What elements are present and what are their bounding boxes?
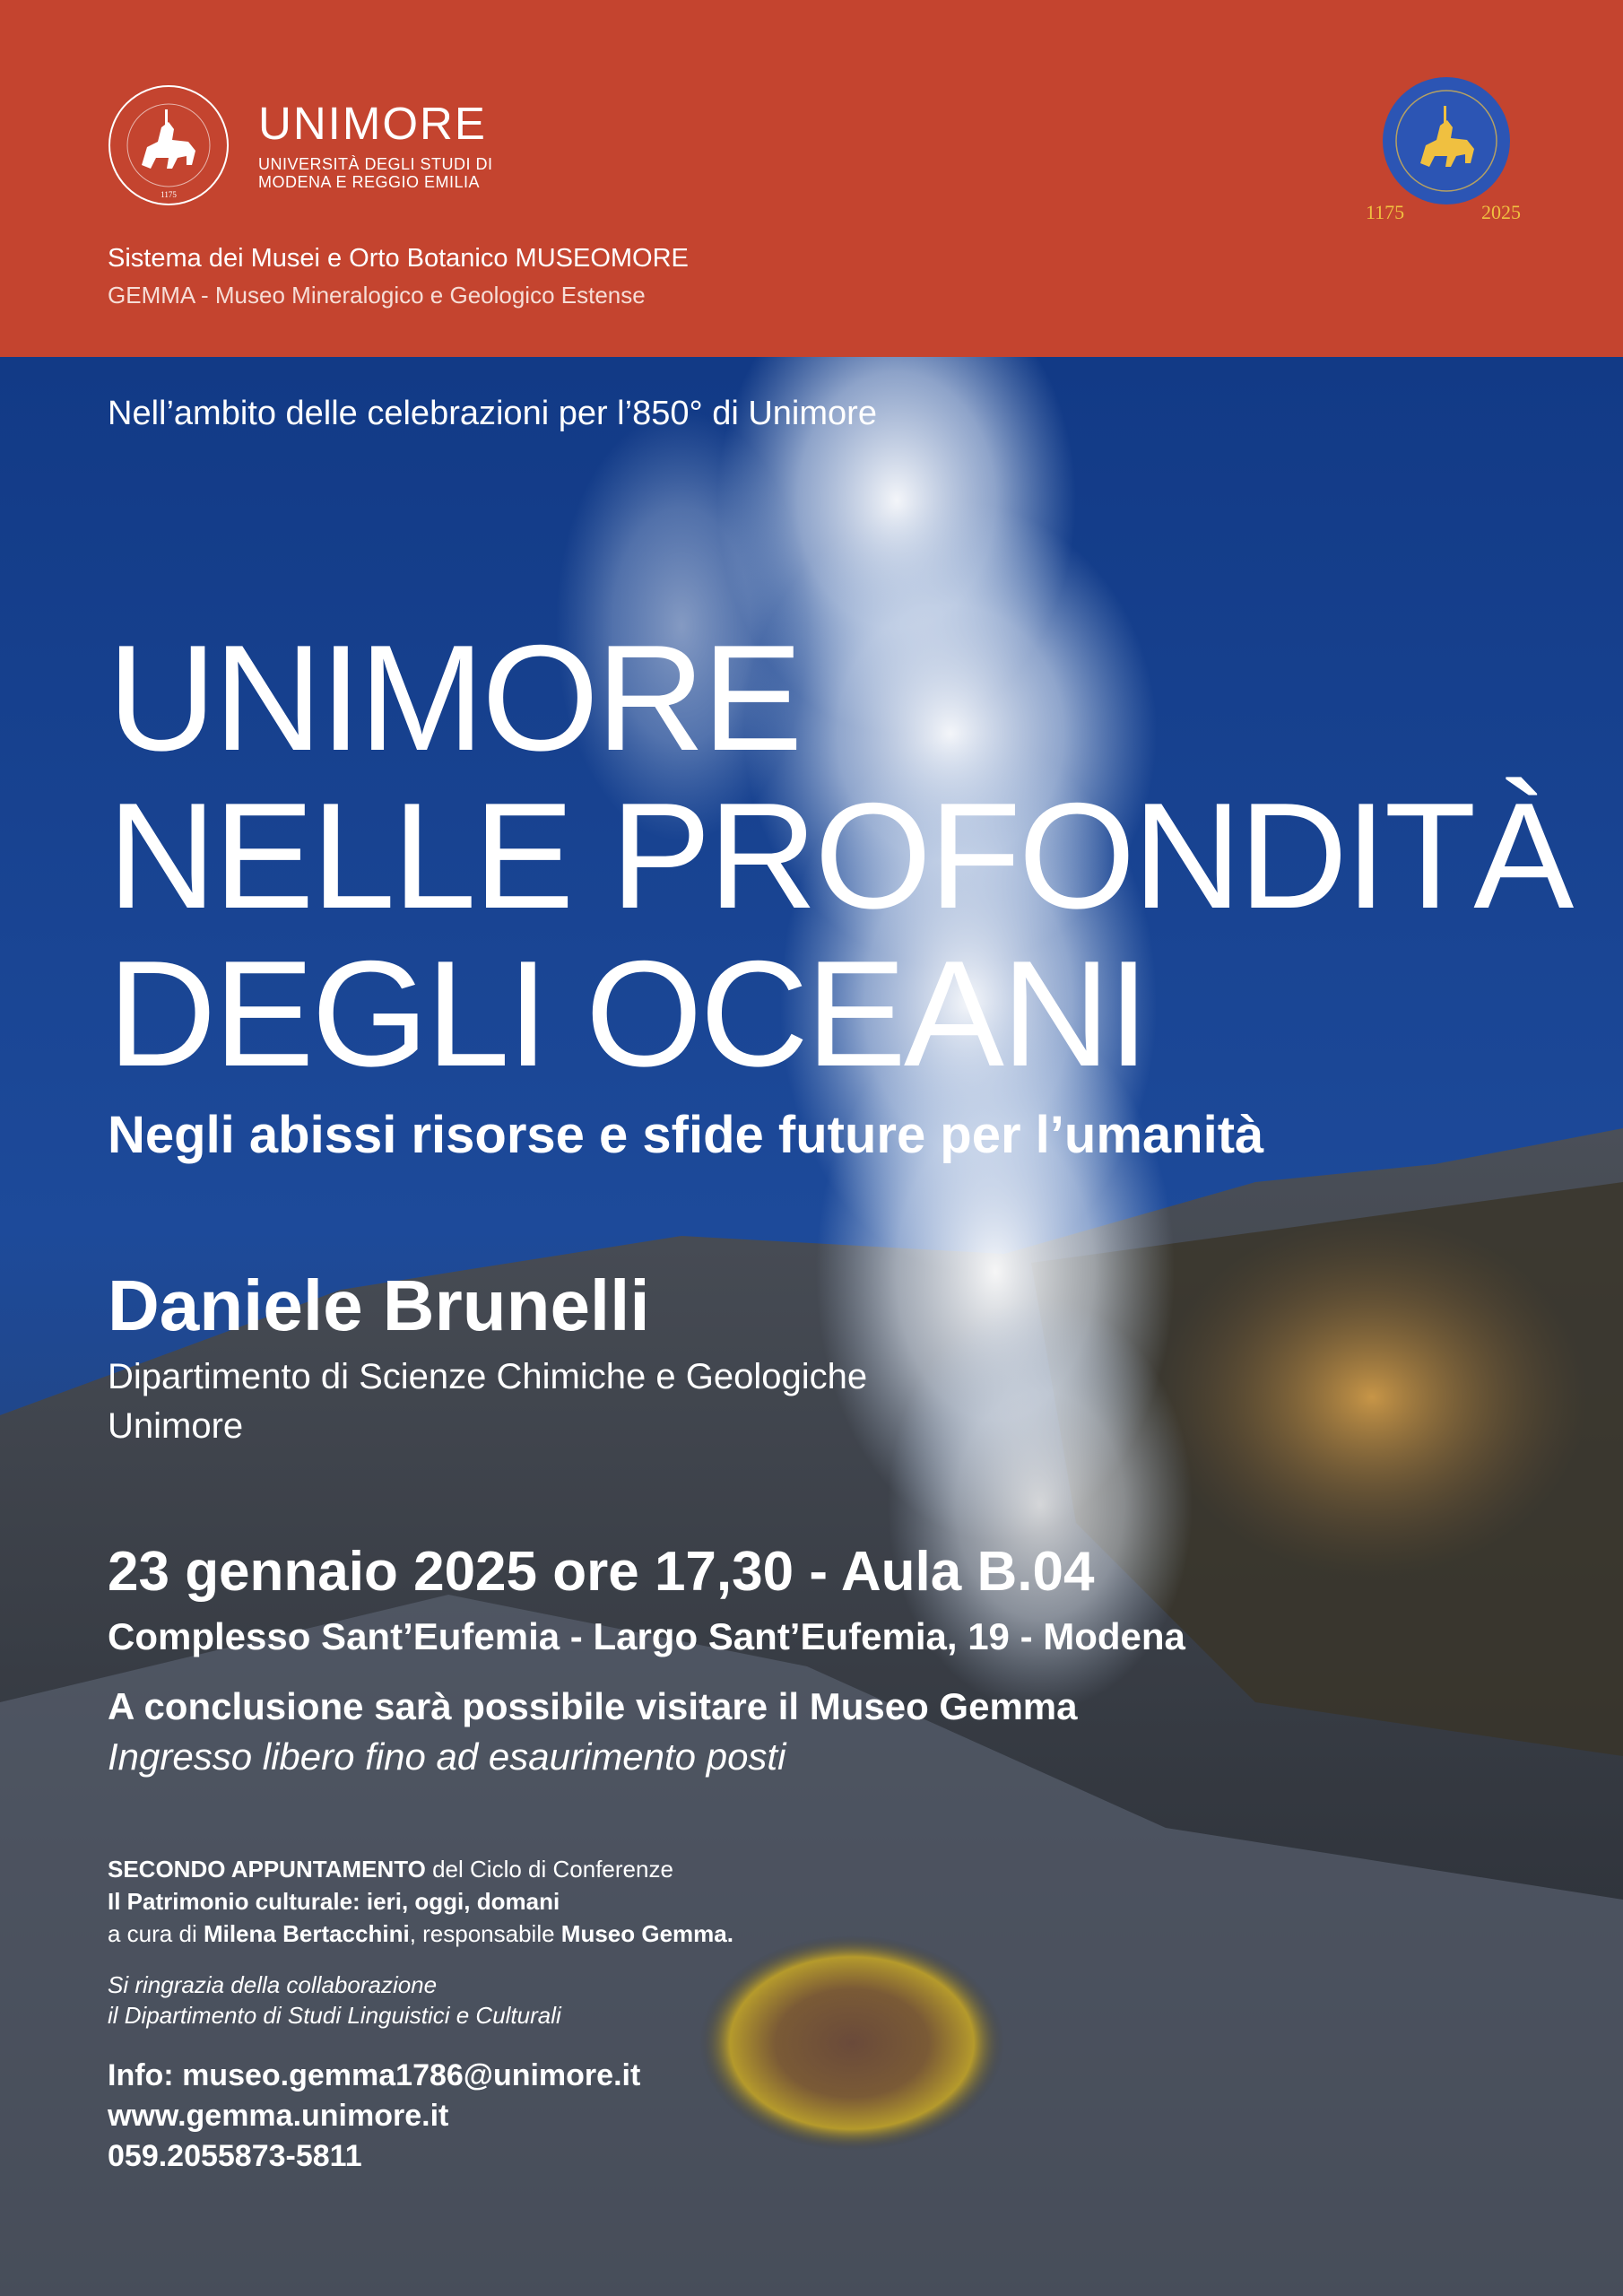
event-date: 23 gennaio 2025 ore 17,30 - Aula B.04 (108, 1541, 1095, 1603)
event-venue: Complesso Sant’Eufemia - Largo Sant’Eufemia, 19 - Modena (108, 1615, 1185, 1657)
cycle-curator: Milena Bertacchini (203, 1920, 410, 1947)
speaker-institution: Unimore (108, 1406, 244, 1446)
entry-note: Ingresso libero fino ad esaurimento posti (108, 1735, 786, 1778)
brand-name: UNIMORE (258, 98, 487, 149)
poster-subtitle: Negli abissi risorse e sfide future per l’umanità (108, 1106, 1264, 1164)
acknowledgement-line-2: il Dipartimento di Studi Linguistici e Culturali (108, 2002, 561, 2029)
svg-text:1175: 1175 (161, 190, 177, 199)
university-seal-icon (106, 83, 231, 208)
contact-website[interactable]: www.gemma.unimore.it (108, 2099, 449, 2133)
brand-block (258, 100, 493, 191)
header-band (0, 0, 1623, 357)
context-line: Nell’ambito delle celebrazioni per l’850° di Unimore (108, 395, 877, 432)
title-line-3: DEGLI OCEANI (108, 929, 1147, 1098)
cycle-museum: Museo Gemma. (560, 1920, 733, 1947)
title-line-2: NELLE PROFONDITÀ (108, 771, 1572, 940)
contact-info (108, 2056, 640, 2177)
cycle-appointment: SECONDO APPUNTAMENTO (108, 1856, 426, 1883)
speaker-name: Daniele Brunelli (108, 1265, 650, 1345)
acknowledgement (108, 1970, 561, 2031)
title-line-1: UNIMORE (108, 613, 801, 782)
speaker-department: Dipartimento di Scienze Chimiche e Geologiche (108, 1357, 868, 1396)
anniversary-seal-icon (1381, 75, 1512, 206)
acknowledgement-line-1: Si ringrazia della collaborazione (108, 1971, 438, 1998)
cycle-title: Il Patrimonio culturale: ieri, oggi, domani (108, 1888, 560, 1915)
museum-name: GEMMA - Museo Mineralogico e Geologico Estense (108, 282, 646, 309)
contact-email[interactable]: Info: museo.gemma1786@unimore.it (108, 2058, 641, 2092)
museum-system-name: Sistema dei Musei e Orto Botanico MUSEOMORE (108, 244, 689, 273)
contact-phone[interactable]: 059.2055873-5811 (108, 2139, 362, 2173)
poster-title (108, 613, 1572, 1098)
cycle-curator-role: , responsabile (409, 1920, 561, 1947)
museum-visit-note: A conclusione sarà possibile visitare il Museo Gemma (108, 1685, 1078, 1727)
brand-subtitle-1: UNIVERSITÀ DEGLI STUDI DI (258, 155, 493, 173)
year-end: 2025 (1481, 201, 1521, 223)
conference-cycle (108, 1853, 733, 1950)
brand-subtitle-2: MODENA E REGGIO EMILIA (258, 173, 481, 191)
cycle-series: del Ciclo di Conferenze (425, 1856, 673, 1883)
cycle-curator-prefix: a cura di (108, 1920, 204, 1947)
year-start: 1175 (1366, 201, 1405, 223)
